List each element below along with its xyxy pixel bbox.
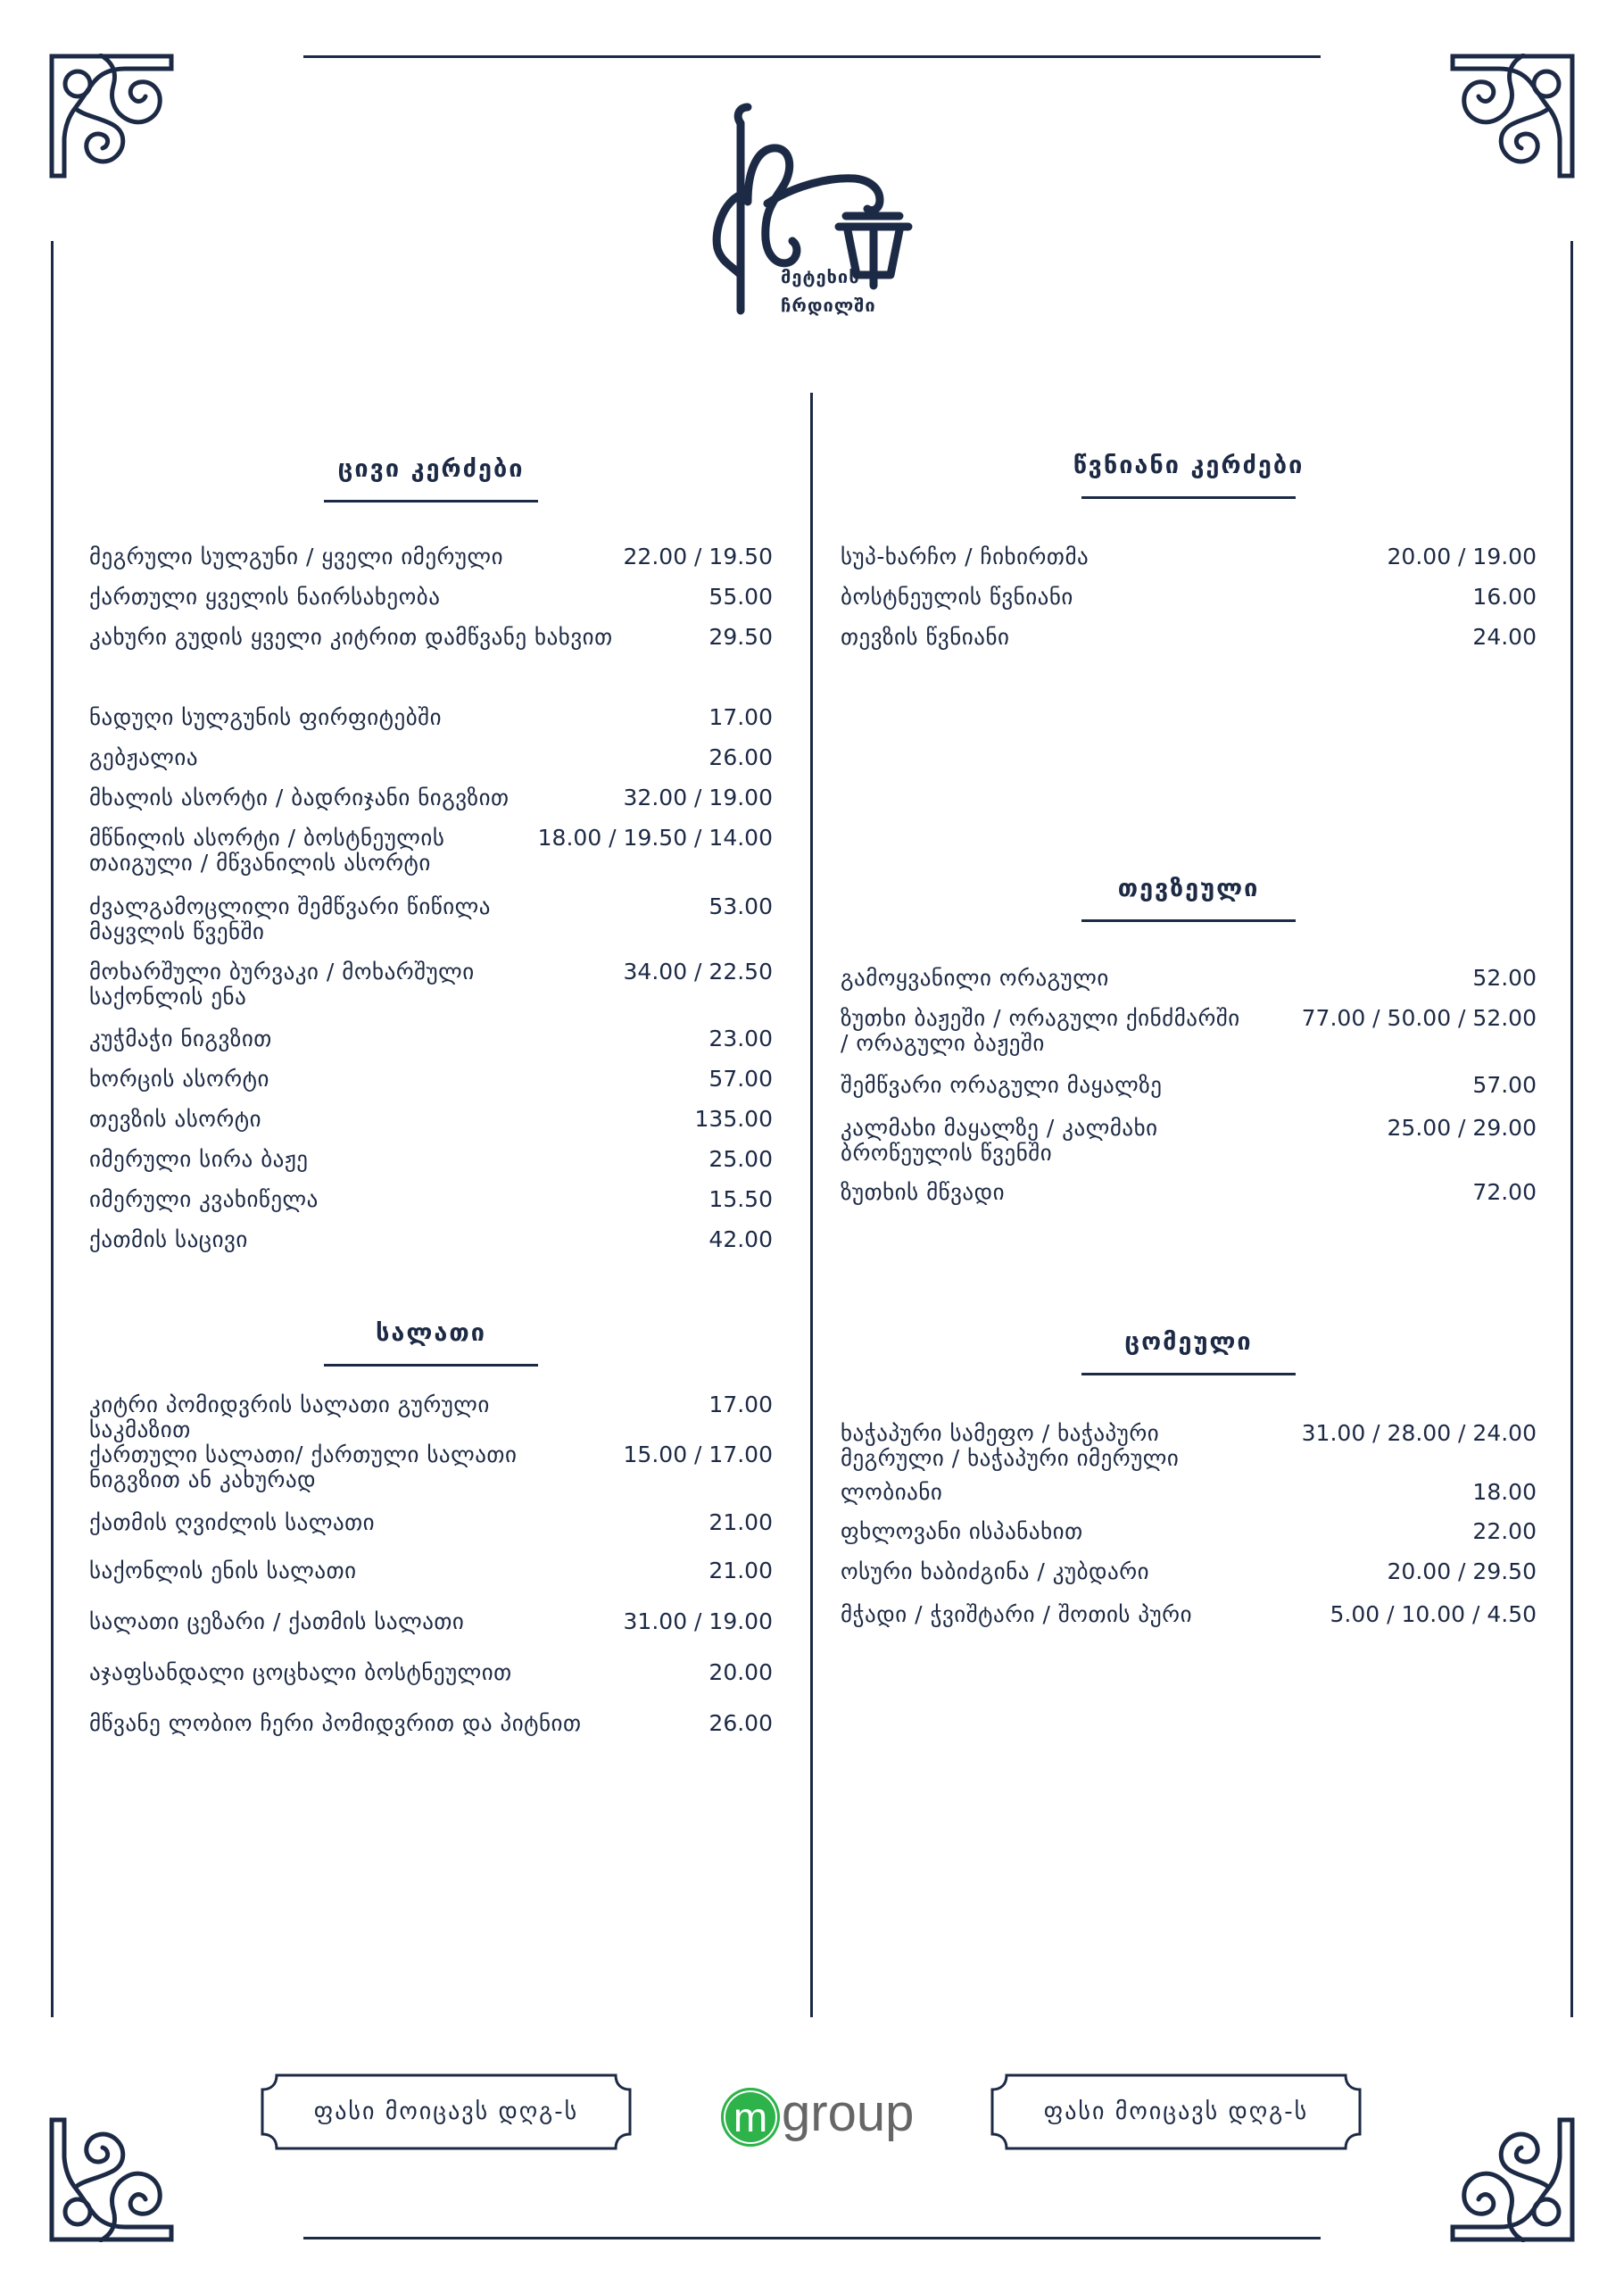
section-soups	[841, 450, 1537, 499]
menu-item-price: 5.00 / 10.00 / 4.50	[1330, 1601, 1537, 1627]
menu-item	[841, 1116, 1537, 1166]
section-cold-dishes	[89, 453, 773, 503]
menu-item-price: 32.00 / 19.00	[623, 785, 773, 810]
menu-item	[841, 1559, 1537, 1584]
menu-item-price: 20.00 / 29.50	[1387, 1558, 1537, 1584]
menu-item-price: 21.00	[708, 1558, 773, 1583]
section-title: თევზეული	[1117, 875, 1260, 902]
menu-item	[89, 1442, 773, 1492]
menu-item-name: კიტრი პომიდვრის სალათი გურული საკმაზით	[89, 1392, 490, 1442]
section-underline	[1081, 1373, 1296, 1375]
corner-ornament-icon	[49, 54, 174, 179]
menu-item-name: მწნილის ასორტი / ბოსტნეულის თაიგული / მწვანილის ასორტი	[89, 825, 445, 876]
menu-item-price: 26.00	[708, 1710, 773, 1736]
section-title: სალათი	[376, 1319, 486, 1347]
right-border-line	[1570, 241, 1573, 2017]
menu-item	[841, 544, 1537, 569]
menu-item-name: მოხარშული ბურვაკი / მოხარშული საქონლის ენა	[89, 959, 475, 1010]
menu-item-name: შემწვარი ორაგული მაყალზე	[841, 1072, 1163, 1098]
menu-item-name: გამოყვანილი ორაგული	[841, 965, 1109, 991]
column-divider	[810, 393, 813, 2017]
menu-item-price: 17.00	[708, 704, 773, 730]
section-salads	[89, 1317, 773, 1367]
menu-item-price: 25.00 / 29.00	[1387, 1115, 1537, 1141]
section-fish	[841, 873, 1537, 922]
menu-item-name: მჭადი / ჭვიშტარი / შოთის პური	[841, 1601, 1193, 1627]
menu-item-name: ქართული სალათი/ ქართული სალათი ნიგვზით ან კახურად	[89, 1442, 518, 1492]
vat-note-plaque-right	[990, 2073, 1362, 2150]
menu-item-price: 26.00	[708, 744, 773, 770]
menu-item-price: 55.00	[708, 584, 773, 610]
menu-item	[89, 585, 773, 610]
menu-item-name: ძვალგამოცლილი შემწვარი წიწილა მაყვლის წვენში	[89, 893, 491, 944]
menu-item	[89, 1609, 773, 1634]
menu-item-price: 21.00	[708, 1509, 773, 1535]
menu-item	[89, 1187, 773, 1212]
menu-item	[841, 1421, 1537, 1471]
section-title: ცივი კერძები	[337, 455, 525, 483]
menu-item-price: 22.00 / 19.50	[623, 544, 773, 569]
menu-item-price: 57.00	[1472, 1072, 1537, 1098]
menu-item-price: 135.00	[694, 1106, 773, 1132]
menu-item-name: ზუთხის მწვადი	[841, 1179, 1006, 1205]
menu-item-name: ქართული ყველის ნაირსახეობა	[89, 584, 441, 610]
menu-item	[89, 1392, 773, 1442]
menu-item-name: იმერული კვახიწელა	[89, 1186, 319, 1212]
menu-item-name: თევზის წვნიანი	[841, 624, 1010, 650]
menu-item-price: 53.00	[708, 893, 773, 919]
section-underline	[1081, 919, 1296, 922]
menu-item-name: ლობიანი	[841, 1479, 943, 1505]
menu-item	[89, 1107, 773, 1132]
menu-item-name: კუჭმაჭი ნიგვზით	[89, 1026, 272, 1051]
section-underline	[324, 1364, 538, 1367]
menu-item-price: 15.00 / 17.00	[623, 1442, 773, 1467]
menu-item	[89, 1660, 773, 1685]
menu-item-name: ზუთხი ბაჟეში / ორაგული ქინძმარში / ორაგული ბაჟეში	[841, 1005, 1240, 1056]
logo-name-line2: ჩრდილში	[781, 295, 876, 316]
menu-item-name: აჯაფსანდალი ცოცხალი ბოსტნეულით	[89, 1659, 512, 1685]
menu-item-name: ხორცის ასორტი	[89, 1066, 269, 1092]
partner-logo	[721, 2086, 914, 2148]
menu-item-price: 16.00	[1472, 584, 1537, 610]
menu-item	[89, 1026, 773, 1051]
menu-item	[89, 894, 773, 944]
menu-item-name: ქათმის საცივი	[89, 1226, 248, 1252]
corner-ornament-icon	[49, 2117, 174, 2242]
menu-item	[841, 1480, 1537, 1505]
menu-item-name: კახური გუდის ყველი კიტრით დამწვანე ხახვით	[89, 624, 613, 650]
menu-item-name: საქონლის ენის სალათი	[89, 1558, 357, 1583]
menu-item-price: 52.00	[1472, 965, 1537, 991]
menu-item	[89, 1510, 773, 1535]
menu-item-name: ქათმის ღვიძლის სალათი	[89, 1509, 376, 1535]
menu-item	[89, 544, 773, 569]
menu-item	[89, 785, 773, 810]
menu-item-price: 22.00	[1472, 1518, 1537, 1544]
partner-logo-circle: m	[721, 2088, 780, 2147]
top-border-line	[303, 55, 1321, 58]
menu-item-name: გებჟალია	[89, 744, 199, 770]
menu-item-price: 20.00 / 19.00	[1387, 544, 1537, 569]
menu-item	[841, 1180, 1537, 1205]
menu-item-price: 29.50	[708, 624, 773, 650]
section-title: წვნიანი კერძები	[1073, 452, 1305, 479]
menu-item-name: კალმახი მაყალზე / კალმახი ბროწეულის წვენში	[841, 1115, 1158, 1166]
section-pastry	[841, 1326, 1537, 1375]
menu-item-name: მწვანე ლობიო ჩერი პომიდვრით და პიტნით	[89, 1710, 582, 1736]
partner-logo-word: group	[782, 2084, 915, 2142]
menu-item-price: 15.50	[708, 1186, 773, 1212]
menu-item-name: ოსური ხაბიძგინა / კუბდარი	[841, 1558, 1150, 1584]
menu-item-price: 23.00	[708, 1026, 773, 1051]
menu-item-price: 20.00	[708, 1659, 773, 1685]
menu-item-name: ხაჭაპური სამეფო / ხაჭაპური მეგრული / ხაჭაპური იმერული	[841, 1420, 1180, 1471]
menu-item-price: 34.00 / 22.50	[623, 959, 773, 985]
menu-item	[841, 585, 1537, 610]
menu-item	[89, 1227, 773, 1252]
menu-item	[89, 1711, 773, 1736]
bottom-border-line	[303, 2237, 1321, 2239]
menu-item	[89, 625, 773, 650]
vat-note-plaque-left	[261, 2073, 632, 2150]
menu-item-price: 57.00	[708, 1066, 773, 1092]
corner-ornament-icon	[1450, 54, 1575, 179]
menu-item-price: 77.00 / 50.00 / 52.00	[1301, 1005, 1537, 1031]
menu-item	[841, 1519, 1537, 1544]
menu-item	[89, 826, 773, 876]
menu-item-price: 42.00	[708, 1226, 773, 1252]
left-border-line	[51, 241, 54, 2017]
menu-item	[841, 1006, 1537, 1056]
menu-item-price: 18.00 / 19.50 / 14.00	[537, 825, 773, 851]
section-underline	[1081, 496, 1296, 499]
vat-note-text: ფასი მოიცავს დღგ-ს	[1043, 2098, 1309, 2125]
menu-item	[89, 1067, 773, 1092]
section-title: ცომეული	[1124, 1328, 1253, 1356]
menu-item	[89, 1558, 773, 1583]
menu-item	[89, 1147, 773, 1172]
menu-item-price: 17.00	[708, 1392, 773, 1417]
menu-item-name: მეგრული სულგუნი / ყველი იმერული	[89, 544, 504, 569]
menu-item-price: 25.00	[708, 1146, 773, 1172]
menu-item	[841, 1073, 1537, 1098]
menu-item-name: სალათი ცეზარი / ქათმის სალათი	[89, 1608, 465, 1634]
menu-item	[841, 1602, 1537, 1627]
menu-item-name: თევზის ასორტი	[89, 1106, 262, 1132]
menu-item-price: 31.00 / 28.00 / 24.00	[1301, 1420, 1537, 1446]
menu-item-name: მხალის ასორტი / ბადრიჯანი ნიგვზით	[89, 785, 510, 810]
menu-item	[89, 745, 773, 770]
menu-item	[89, 960, 773, 1010]
vat-note-text: ფასი მოიცავს დღგ-ს	[313, 2098, 579, 2125]
logo-name-line1: მეტეხის	[781, 266, 860, 287]
menu-item-name: სუპ-ხარჩო / ჩიხირთმა	[841, 544, 1090, 569]
menu-item	[841, 966, 1537, 991]
corner-ornament-icon	[1450, 2117, 1575, 2242]
menu-item-name: იმერული სირა ბაჟე	[89, 1146, 309, 1172]
menu-item-price: 24.00	[1472, 624, 1537, 650]
menu-item-name: ბოსტნეულის წვნიანი	[841, 584, 1073, 610]
menu-item	[841, 625, 1537, 650]
menu-item	[89, 705, 773, 730]
menu-item-price: 31.00 / 19.00	[623, 1608, 773, 1634]
menu-item-name: ნადუღი სულგუნის ფირფიტებში	[89, 704, 443, 730]
menu-item-name: ფხლოვანი ისპანახით	[841, 1518, 1083, 1544]
menu-item-price: 72.00	[1472, 1179, 1537, 1205]
menu-item-price: 18.00	[1472, 1479, 1537, 1505]
section-underline	[324, 500, 538, 503]
